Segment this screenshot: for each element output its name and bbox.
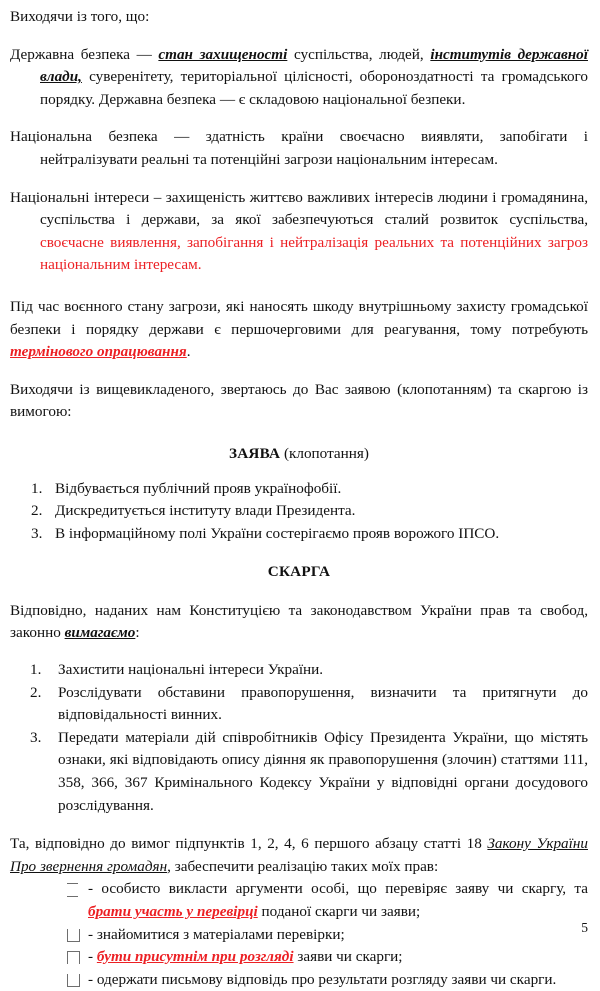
run-text: суверенітету, територіальної цілісності, обороноздатності та громадського порядку. Державна безпека — є складовою національної безпеки. <box>40 68 588 108</box>
list-marker: 1. <box>30 661 42 679</box>
run-text: Та, відповідно до вимог підпунктів 1, 2, 4, 6 першого абзацу статті 18 <box>10 835 488 853</box>
zayava-heading-sub: (клопотання) <box>280 444 369 462</box>
list-item <box>10 969 588 991</box>
list-item <box>10 523 588 546</box>
list-item <box>10 682 588 727</box>
list-item <box>10 478 588 501</box>
zayava-list <box>10 478 588 546</box>
zayava-heading-main: ЗАЯВА <box>229 444 281 462</box>
intro-paragraph: Виходячи із того, що: <box>10 8 150 25</box>
tofu-box-u-icon <box>67 929 80 942</box>
list-item <box>10 659 588 682</box>
list-marker: 3. <box>30 728 42 746</box>
list-marker: 2. <box>31 502 43 520</box>
run-text: Національні інтереси – захищеність життєво важливих інтересів людини і громадянина, суспільства і держави, за якої забезпечуються сталий розвиток суспільства, <box>10 188 588 229</box>
list-item <box>10 500 588 523</box>
run-text: Національна безпека — здатність країни своєчасно виявляти, запобігати і нейтралізувати реальні та потенційні загрози національним інтересам. <box>10 128 588 168</box>
skarga-heading <box>10 561 588 584</box>
tofu-box-n-icon <box>67 951 80 964</box>
list-item-text: Передати матеріали дій співробітників Офісу Президента України, що містять ознаки, які відповідають опису діяння як правопорушення (злочин) статтями 111, 358, 366, 367 Кримінального Кодексу України у відповідні органи досудового розслідування. <box>58 728 588 814</box>
zayava-heading <box>10 443 588 466</box>
list-item <box>10 878 588 923</box>
run-law-reference: Закону України Про звернення громадян <box>10 835 588 875</box>
list-item-text: Дискредитується інституту влади Президента. <box>55 502 356 520</box>
definition-paragraph-natsionalna-bezpeka <box>10 126 588 171</box>
document-body <box>10 6 588 991</box>
skarga-lead-paragraph <box>10 600 588 645</box>
list-item-text: В інформаційному полі України состерігаємо прояв ворожого ІПСО. <box>55 524 500 542</box>
list-item <box>10 727 588 817</box>
list-item <box>10 924 588 947</box>
run-text: заяви чи скарги; <box>293 948 403 966</box>
run-emphasis-red: бути присутнім при розгляді <box>96 948 294 966</box>
definition-paragraph-natsionalni-interesy <box>10 187 588 277</box>
list-item-text: Розслідувати обставини правопорушення, визначити та притягнути до відповідальності винних. <box>58 683 588 724</box>
run-emphasis: вимагаємо <box>64 624 136 642</box>
run-emphasis-red: термінового опрацювання <box>10 343 187 361</box>
skarga-heading-main: СКАРГА <box>267 563 331 581</box>
page-number: 5 <box>581 920 588 935</box>
tofu-box-u-icon <box>67 974 80 987</box>
definition-paragraph-derzhavna-bezpeka <box>10 44 588 112</box>
list-item-text: Відбувається публічний прояв українофобії. <box>55 479 342 497</box>
run-text: , забеспечити реалізацію таких моїх прав: <box>167 857 439 875</box>
list-marker: 3. <box>31 524 43 542</box>
run-text: . <box>186 343 191 361</box>
run-highlight-red: своєчасне виявлення, запобігання і нейтралізація реальних та потенційних загроз національним інтересам. <box>40 233 588 274</box>
run-text: Державна безпека — <box>10 45 159 63</box>
skarga-list <box>10 659 588 817</box>
address-paragraph: Виходячи із вищевикладеного, звертаюсь до Вас заявою (клопотанням) та скаргою із вимогою: <box>10 380 588 421</box>
rights-list <box>10 878 588 991</box>
run-text: Відповідно, наданих нам Конституцією та законодавством України прав та свобод, законно <box>10 601 588 642</box>
list-item-text: Захистити національні інтереси України. <box>58 661 324 679</box>
run-text: - одержати письмову відповідь про результати розгляду заяви чи скарги. <box>88 970 557 988</box>
list-marker: 2. <box>30 683 42 701</box>
run-text: Під час воєнного стану загрози, які наносять шкоду внутрішньому захисту громадської безпеки і порядку держави є першочерговими для реагування, тому потребують <box>10 297 588 338</box>
run-text: - знайомитися з матеріалами перевірки; <box>88 925 345 943</box>
run-emphasis: стан захищеності <box>158 45 288 63</box>
list-marker: 1. <box>31 479 43 497</box>
martial-law-paragraph <box>10 296 588 364</box>
tofu-equals-icon <box>67 883 78 897</box>
run-text: - особисто викласти аргументи особі, що перевіряє заяву чи скаргу, та <box>88 880 588 898</box>
run-text: суспільства, людей, <box>287 45 431 63</box>
rights-lead-paragraph <box>10 833 588 878</box>
run-text: поданої скарги чи заяви; <box>257 903 421 920</box>
run-text: - <box>88 948 97 966</box>
run-text: : <box>135 624 140 642</box>
run-emphasis-red: брати участь у перевірці <box>88 903 258 920</box>
run-emphasis: інститутів державної влади, <box>40 45 588 86</box>
list-item <box>10 946 588 969</box>
